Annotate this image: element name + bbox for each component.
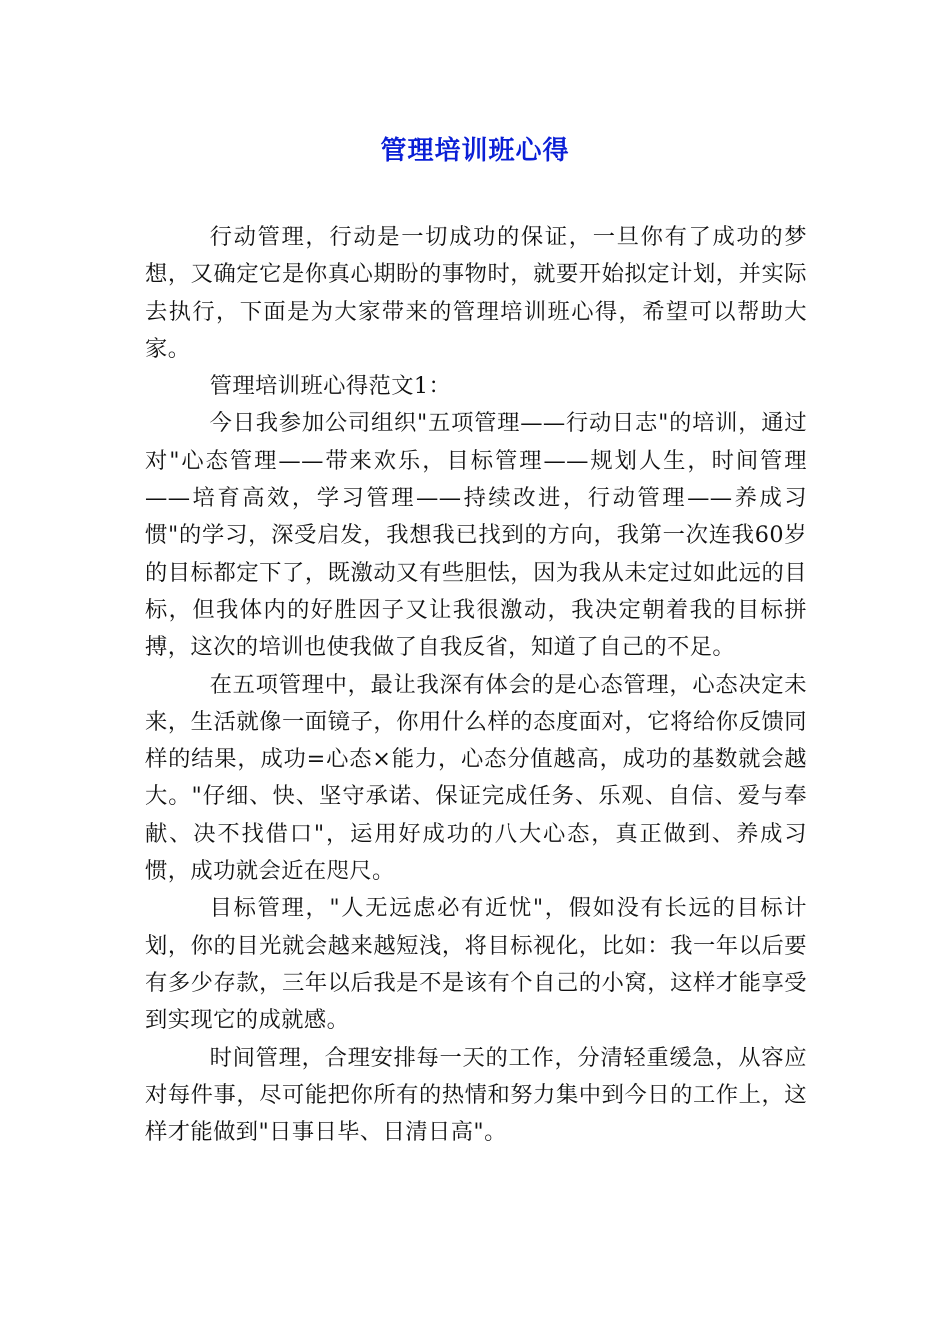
paragraph-goals: 目标管理，"人无远虑必有近忧"，假如没有长远的目标计划，你的目光就会越来越短浅，将目标视化，比如：我一年以后要有多少存款，三年以后我是不是该有个自己的小窝，这样才能享受到实现它的成就感。 (145, 895, 807, 1034)
document-title: 管理培训班心得 (380, 136, 570, 166)
document-body (145, 219, 807, 1151)
paragraph-intro: 行动管理，行动是一切成功的保证，一旦你有了成功的梦想，又确定它是你真心期盼的事物时，就要开始拟定计划，并实际去执行，下面是为大家带来的管理培训班心得，希望可以帮助大家。 (145, 224, 807, 362)
paragraph-sample-heading: 管理培训班心得范文1： (209, 373, 452, 400)
paragraph-mindset: 在五项管理中，最让我深有体会的是心态管理，心态决定未来，生活就像一面镜子，你用什么样的态度面对，它将给你反馈同样的结果，成功=心态×能力，心态分值越高，成功的基数就会越大。"仔细、快、坚守承诺、保证完成任务、乐观、自信、爱与奉献、决不找借口"，运用好成功的八大心态，真正做到、养成习惯，成功就会近在咫尺。 (145, 671, 807, 885)
paragraph-time: 时间管理，合理安排每一天的工作，分清轻重缓急，从容应对每件事，尽可能把你所有的热情和努力集中到今日的工作上，这样才能做到"日事日毕、日清日高"。 (145, 1044, 807, 1146)
paragraph-training: 今日我参加公司组织"五项管理——行动日志"的培训，通过对"心态管理——带来欢乐，目标管理——规划人生，时间管理——培育高效，学习管理——持续改进，行动管理——养成习惯"的学习，深受启发，我想我已找到的方向，我第一次连我60岁的目标都定下了，既激动又有些胆怯，因为我从未定过如此远的目标，但我体内的好胜因子又让我很激动，我决定朝着我的目标拼搏，这次的培训也使我做了自我反省，知道了自己的不足。 (145, 410, 807, 661)
